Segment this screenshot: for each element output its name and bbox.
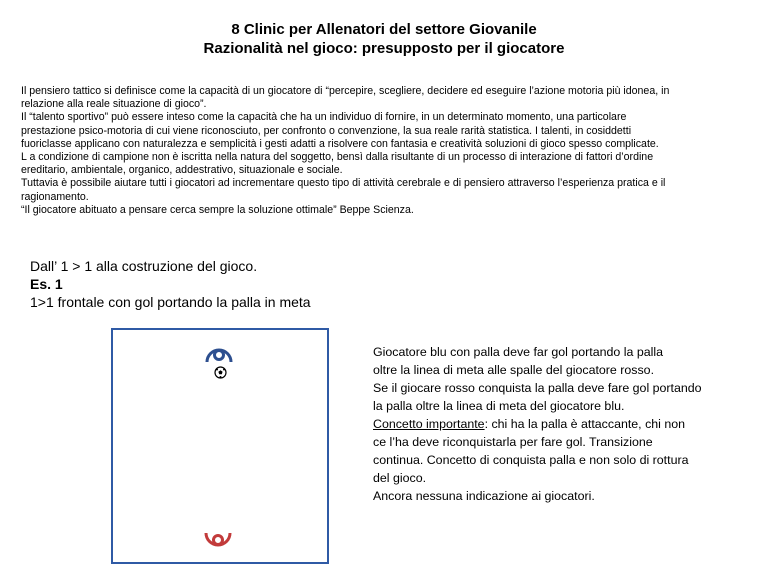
desc-line: la palla oltre la linea di meta del giocatore blu.	[373, 399, 625, 413]
page-subtitle: Razionalità nel gioco: presupposto per il giocatore	[203, 40, 565, 57]
text-line: prestazione psico-motoria di cui viene riconosciuto, per confronto o convenzione, la sua reale rarità statistica. I talenti, in cosiddetti	[21, 124, 632, 137]
desc-line: Giocatore blu con palla deve far gol portando la palla	[373, 345, 663, 359]
important-concept-label: Concetto importante	[373, 417, 485, 431]
text-line: ereditario, ambientale, organico, addestrativo, situazionale e sociale.	[21, 164, 343, 177]
desc-line	[373, 415, 743, 433]
text-line: fuoriclasse applicano con naturalezza e semplicità i gesti adatti a risolvere con fantasia e creatività soluzioni di gioco spesso complicate.	[21, 137, 659, 150]
desc-line: ce l’ha deve riconquistarla per fare gol. Transizione	[373, 435, 653, 449]
page-title: 8 Clinic per Allenatori del settore Giovanile	[231, 21, 537, 38]
exercise-description	[373, 343, 743, 505]
text-line: L a condizione di campione non è iscritta nella natura del soggetto, bensì dalla risultante di un processo di interazione di fattori d’ordine	[21, 151, 654, 164]
desc-line: Se il giocare rosso conquista la palla deve fare gol portando	[373, 381, 702, 395]
exercise-number: Es. 1	[30, 276, 63, 292]
text-line: Il “talento sportivo” può essere inteso come la capacità che ha un individuo di fornire, in un determinato momento, una particolare	[21, 111, 627, 124]
blue-player-icon	[204, 346, 234, 364]
intro-text	[21, 85, 749, 217]
red-player-icon	[203, 531, 233, 549]
desc-line: del gioco.	[373, 471, 427, 485]
text-line: Tuttavia è possibile aiutare tutti i giocatori ad incrementare questo tipo di attività cerebrale e di pensiero attraverso l’esperienza pratica e il	[21, 177, 666, 190]
text-line: “Il giocatore abituato a pensare cerca sempre la soluzione ottimale” Beppe Scienza.	[21, 203, 414, 216]
desc-line: oltre la linea di meta alle spalle del giocatore rosso.	[373, 363, 655, 377]
soccer-ball-icon	[214, 366, 227, 379]
section-heading: Dall’ 1 > 1 alla costruzione del gioco.	[30, 258, 258, 274]
text-line: Il pensiero tattico si definisce come la capacità di un giocatore di “percepire, scegliere, decidere ed eseguire l’azione motoria più idonea, in	[21, 85, 670, 97]
text-line: relazione alla reale situazione di gioco”.	[21, 98, 207, 111]
desc-line-rest: : chi ha la palla è attaccante, chi non	[484, 417, 686, 431]
desc-line: continua. Concetto di conquista palla e non solo di rottura	[373, 453, 689, 467]
text-line: ragionamento.	[21, 190, 89, 203]
title-block	[0, 20, 768, 58]
exercise-section	[30, 257, 311, 311]
exercise-subtitle: 1>1 frontale con gol portando la palla in meta	[30, 294, 311, 310]
desc-line: Ancora nessuna indicazione ai giocatori.	[373, 489, 595, 503]
